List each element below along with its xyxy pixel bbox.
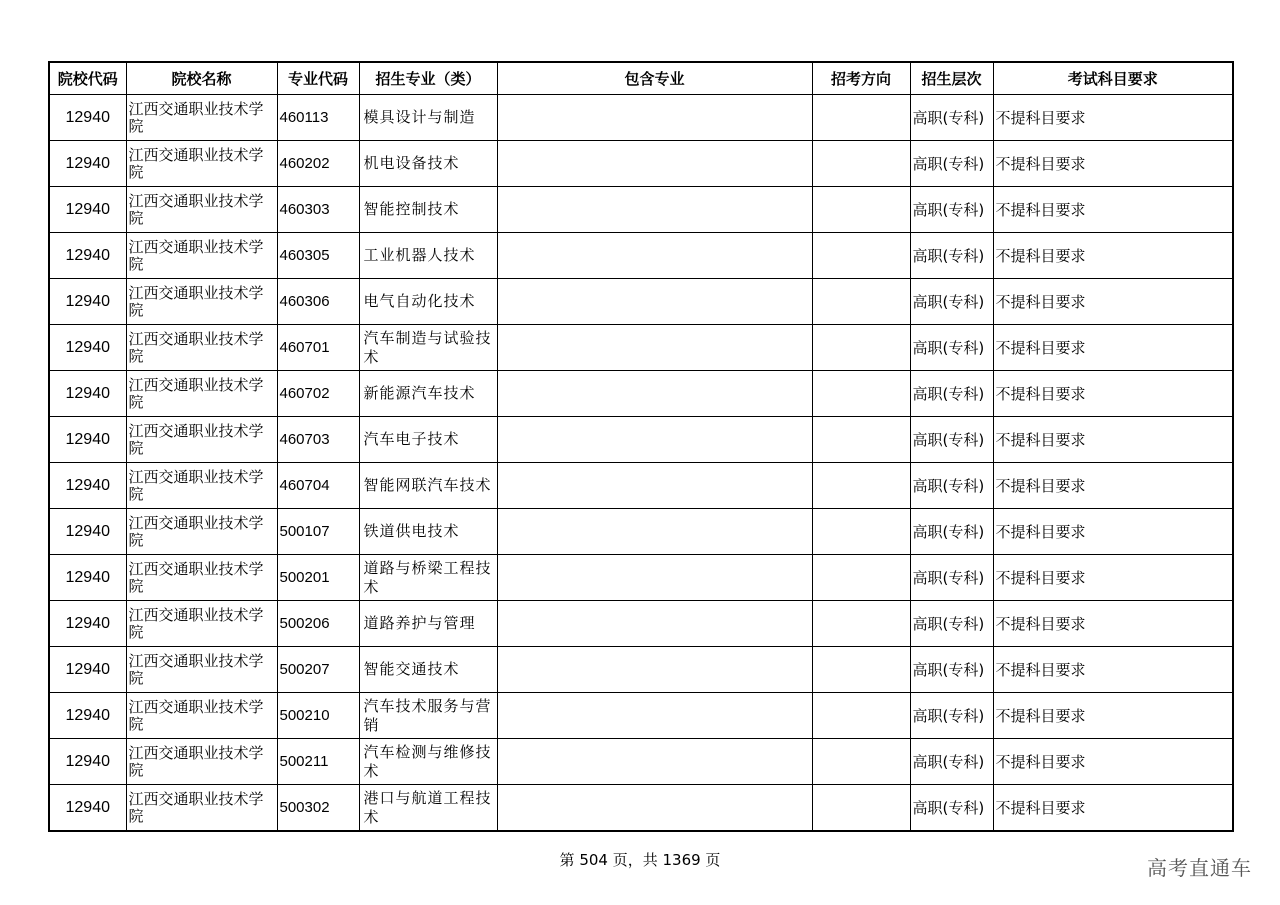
school-name-cell: 江西交通职业技术学院 bbox=[126, 95, 277, 141]
major-cell: 港口与航道工程技术 bbox=[359, 785, 497, 832]
school-name-cell: 江西交通职业技术学院 bbox=[126, 187, 277, 233]
included-majors-cell bbox=[497, 141, 812, 187]
level-cell: 高职(专科) bbox=[910, 95, 993, 141]
included-majors-cell bbox=[497, 95, 812, 141]
requirement-cell: 不提科目要求 bbox=[993, 693, 1233, 739]
direction-cell bbox=[812, 739, 910, 785]
table-row bbox=[49, 463, 1233, 509]
school-code-cell: 12940 bbox=[49, 325, 126, 371]
level-cell: 高职(专科) bbox=[910, 555, 993, 601]
major-cell: 铁道供电技术 bbox=[359, 509, 497, 555]
school-name-cell: 江西交通职业技术学院 bbox=[126, 785, 277, 832]
school-code-cell: 12940 bbox=[49, 233, 126, 279]
requirement-cell: 不提科目要求 bbox=[993, 325, 1233, 371]
school-name-cell: 江西交通职业技术学院 bbox=[126, 555, 277, 601]
major-cell: 汽车电子技术 bbox=[359, 417, 497, 463]
school-name-cell: 江西交通职业技术学院 bbox=[126, 233, 277, 279]
level-cell: 高职(专科) bbox=[910, 233, 993, 279]
page-footer: 第 504 页，共 1369 页 bbox=[559, 851, 721, 869]
included-majors-cell bbox=[497, 601, 812, 647]
direction-cell bbox=[812, 601, 910, 647]
school-name-cell: 江西交通职业技术学院 bbox=[126, 509, 277, 555]
table-row bbox=[49, 187, 1233, 233]
level-cell: 高职(专科) bbox=[910, 187, 993, 233]
direction-cell bbox=[812, 325, 910, 371]
included-majors-cell bbox=[497, 371, 812, 417]
major-code-cell: 460113 bbox=[277, 95, 359, 141]
table-row bbox=[49, 647, 1233, 693]
table-row bbox=[49, 601, 1233, 647]
table-body bbox=[49, 95, 1233, 832]
admissions-table bbox=[48, 61, 1234, 832]
major-code-cell: 460704 bbox=[277, 463, 359, 509]
requirement-cell: 不提科目要求 bbox=[993, 463, 1233, 509]
major-cell: 汽车检测与维修技术 bbox=[359, 739, 497, 785]
school-code-cell: 12940 bbox=[49, 601, 126, 647]
requirement-cell: 不提科目要求 bbox=[993, 739, 1233, 785]
school-code-cell: 12940 bbox=[49, 463, 126, 509]
level-cell: 高职(专科) bbox=[910, 371, 993, 417]
table-row bbox=[49, 325, 1233, 371]
table-row bbox=[49, 693, 1233, 739]
major-code-cell: 500207 bbox=[277, 647, 359, 693]
requirement-cell: 不提科目要求 bbox=[993, 233, 1233, 279]
school-name-cell: 江西交通职业技术学院 bbox=[126, 279, 277, 325]
included-majors-cell bbox=[497, 555, 812, 601]
direction-cell bbox=[812, 371, 910, 417]
header-level: 招生层次 bbox=[910, 62, 993, 95]
school-name-cell: 江西交通职业技术学院 bbox=[126, 325, 277, 371]
table-row bbox=[49, 141, 1233, 187]
school-name-cell: 江西交通职业技术学院 bbox=[126, 463, 277, 509]
requirement-cell: 不提科目要求 bbox=[993, 141, 1233, 187]
level-cell: 高职(专科) bbox=[910, 417, 993, 463]
level-cell: 高职(专科) bbox=[910, 647, 993, 693]
requirement-cell: 不提科目要求 bbox=[993, 187, 1233, 233]
school-code-cell: 12940 bbox=[49, 417, 126, 463]
header-requirement: 考试科目要求 bbox=[993, 62, 1233, 95]
major-code-cell: 460306 bbox=[277, 279, 359, 325]
watermark: 高考直通车 bbox=[1147, 856, 1252, 880]
included-majors-cell bbox=[497, 233, 812, 279]
major-cell: 智能交通技术 bbox=[359, 647, 497, 693]
included-majors-cell bbox=[497, 279, 812, 325]
school-code-cell: 12940 bbox=[49, 509, 126, 555]
school-code-cell: 12940 bbox=[49, 141, 126, 187]
header-included-majors: 包含专业 bbox=[497, 62, 812, 95]
school-code-cell: 12940 bbox=[49, 647, 126, 693]
included-majors-cell bbox=[497, 647, 812, 693]
table-row bbox=[49, 739, 1233, 785]
included-majors-cell bbox=[497, 785, 812, 832]
included-majors-cell bbox=[497, 417, 812, 463]
direction-cell bbox=[812, 417, 910, 463]
major-code-cell: 500107 bbox=[277, 509, 359, 555]
direction-cell bbox=[812, 95, 910, 141]
major-code-cell: 500206 bbox=[277, 601, 359, 647]
major-cell: 汽车制造与试验技术 bbox=[359, 325, 497, 371]
requirement-cell: 不提科目要求 bbox=[993, 371, 1233, 417]
table-row bbox=[49, 785, 1233, 832]
direction-cell bbox=[812, 509, 910, 555]
header-major: 招生专业（类） bbox=[359, 62, 497, 95]
school-code-cell: 12940 bbox=[49, 739, 126, 785]
major-code-cell: 460701 bbox=[277, 325, 359, 371]
requirement-cell: 不提科目要求 bbox=[993, 785, 1233, 832]
table-row bbox=[49, 233, 1233, 279]
table-row bbox=[49, 417, 1233, 463]
included-majors-cell bbox=[497, 509, 812, 555]
school-code-cell: 12940 bbox=[49, 95, 126, 141]
requirement-cell: 不提科目要求 bbox=[993, 279, 1233, 325]
level-cell: 高职(专科) bbox=[910, 693, 993, 739]
major-code-cell: 500302 bbox=[277, 785, 359, 832]
level-cell: 高职(专科) bbox=[910, 141, 993, 187]
direction-cell bbox=[812, 647, 910, 693]
major-code-cell: 500210 bbox=[277, 693, 359, 739]
table-row bbox=[49, 555, 1233, 601]
school-name-cell: 江西交通职业技术学院 bbox=[126, 739, 277, 785]
level-cell: 高职(专科) bbox=[910, 279, 993, 325]
school-code-cell: 12940 bbox=[49, 279, 126, 325]
major-cell: 智能控制技术 bbox=[359, 187, 497, 233]
requirement-cell: 不提科目要求 bbox=[993, 509, 1233, 555]
included-majors-cell bbox=[497, 187, 812, 233]
direction-cell bbox=[812, 187, 910, 233]
school-name-cell: 江西交通职业技术学院 bbox=[126, 693, 277, 739]
major-cell: 模具设计与制造 bbox=[359, 95, 497, 141]
major-cell: 电气自动化技术 bbox=[359, 279, 497, 325]
level-cell: 高职(专科) bbox=[910, 739, 993, 785]
major-code-cell: 500201 bbox=[277, 555, 359, 601]
direction-cell bbox=[812, 279, 910, 325]
level-cell: 高职(专科) bbox=[910, 785, 993, 832]
table-row bbox=[49, 509, 1233, 555]
major-cell: 机电设备技术 bbox=[359, 141, 497, 187]
included-majors-cell bbox=[497, 739, 812, 785]
direction-cell bbox=[812, 141, 910, 187]
requirement-cell: 不提科目要求 bbox=[993, 95, 1233, 141]
direction-cell bbox=[812, 785, 910, 832]
school-code-cell: 12940 bbox=[49, 693, 126, 739]
school-code-cell: 12940 bbox=[49, 187, 126, 233]
header-school-name: 院校名称 bbox=[126, 62, 277, 95]
major-cell: 道路与桥梁工程技术 bbox=[359, 555, 497, 601]
requirement-cell: 不提科目要求 bbox=[993, 647, 1233, 693]
school-name-cell: 江西交通职业技术学院 bbox=[126, 141, 277, 187]
major-cell: 新能源汽车技术 bbox=[359, 371, 497, 417]
included-majors-cell bbox=[497, 463, 812, 509]
major-cell: 汽车技术服务与营销 bbox=[359, 693, 497, 739]
major-cell: 智能网联汽车技术 bbox=[359, 463, 497, 509]
school-code-cell: 12940 bbox=[49, 555, 126, 601]
direction-cell bbox=[812, 555, 910, 601]
major-code-cell: 460305 bbox=[277, 233, 359, 279]
direction-cell bbox=[812, 233, 910, 279]
school-code-cell: 12940 bbox=[49, 371, 126, 417]
major-cell: 道路养护与管理 bbox=[359, 601, 497, 647]
table-row bbox=[49, 279, 1233, 325]
major-code-cell: 460303 bbox=[277, 187, 359, 233]
header-school-code: 院校代码 bbox=[49, 62, 126, 95]
table-row bbox=[49, 371, 1233, 417]
requirement-cell: 不提科目要求 bbox=[993, 601, 1233, 647]
level-cell: 高职(专科) bbox=[910, 463, 993, 509]
level-cell: 高职(专科) bbox=[910, 325, 993, 371]
requirement-cell: 不提科目要求 bbox=[993, 555, 1233, 601]
table-row bbox=[49, 95, 1233, 141]
school-name-cell: 江西交通职业技术学院 bbox=[126, 601, 277, 647]
table-header-row bbox=[49, 62, 1233, 95]
major-code-cell: 460202 bbox=[277, 141, 359, 187]
major-code-cell: 460703 bbox=[277, 417, 359, 463]
direction-cell bbox=[812, 463, 910, 509]
school-code-cell: 12940 bbox=[49, 785, 126, 832]
major-cell: 工业机器人技术 bbox=[359, 233, 497, 279]
school-name-cell: 江西交通职业技术学院 bbox=[126, 417, 277, 463]
included-majors-cell bbox=[497, 325, 812, 371]
school-name-cell: 江西交通职业技术学院 bbox=[126, 647, 277, 693]
level-cell: 高职(专科) bbox=[910, 601, 993, 647]
major-code-cell: 460702 bbox=[277, 371, 359, 417]
requirement-cell: 不提科目要求 bbox=[993, 417, 1233, 463]
header-direction: 招考方向 bbox=[812, 62, 910, 95]
major-code-cell: 500211 bbox=[277, 739, 359, 785]
direction-cell bbox=[812, 693, 910, 739]
school-name-cell: 江西交通职业技术学院 bbox=[126, 371, 277, 417]
header-major-code: 专业代码 bbox=[277, 62, 359, 95]
included-majors-cell bbox=[497, 693, 812, 739]
level-cell: 高职(专科) bbox=[910, 509, 993, 555]
